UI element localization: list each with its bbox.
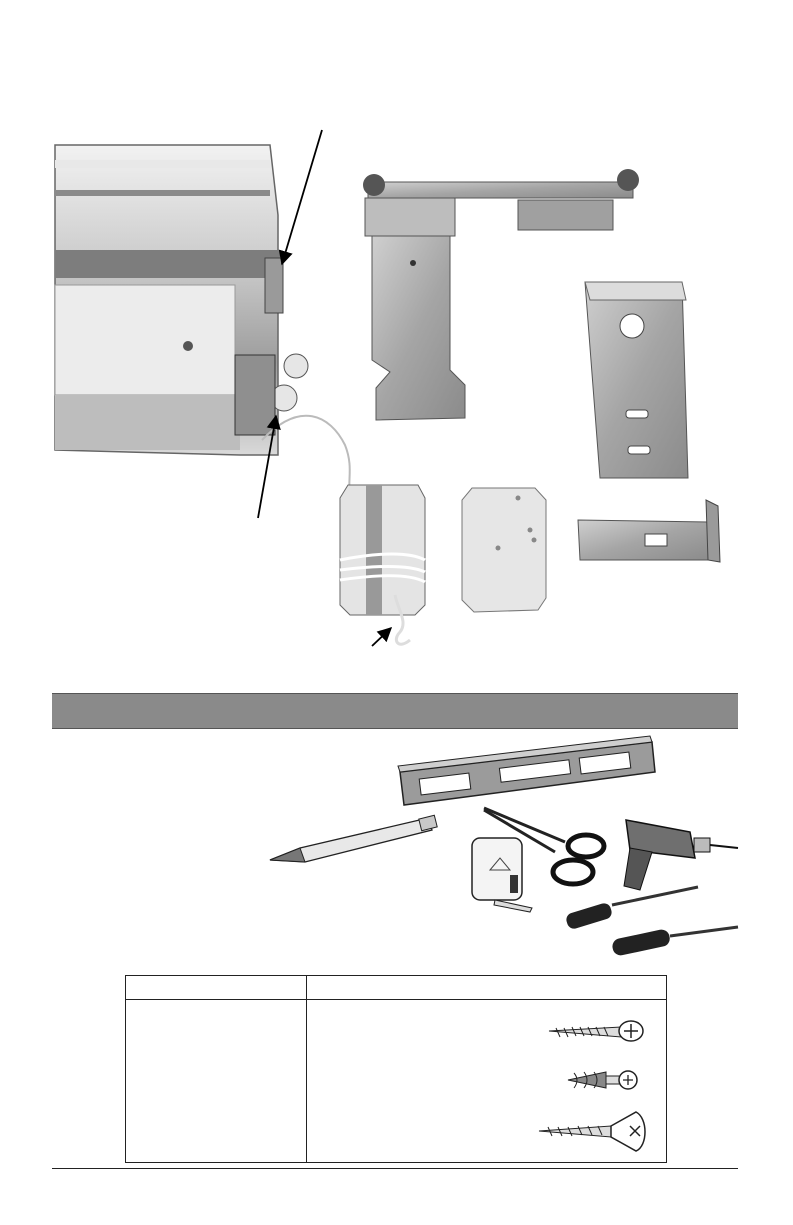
screwdriver-icon xyxy=(611,927,738,957)
tape-measure-icon xyxy=(472,838,532,912)
pan-head-screw-icon xyxy=(549,1021,643,1041)
cord-winder xyxy=(340,485,425,644)
power-drill-icon xyxy=(624,820,738,890)
pencil-icon xyxy=(270,815,437,862)
tools-illustration xyxy=(0,730,793,970)
spirit-level-icon xyxy=(398,736,655,805)
end-clip xyxy=(578,500,720,562)
flat-head-screw-icon xyxy=(539,1112,645,1151)
screwdriver-icon xyxy=(565,887,698,930)
hardware-table xyxy=(125,975,667,1163)
footer-rule xyxy=(52,1168,738,1169)
headrail-assembly xyxy=(55,145,352,500)
section-header-bar xyxy=(52,693,738,729)
wall-anchor-screw-icon xyxy=(568,1071,637,1089)
mounting-plate xyxy=(462,488,546,612)
hardware-items xyxy=(306,1000,666,1162)
wall-bracket xyxy=(585,282,688,478)
table-header-row xyxy=(126,976,666,1000)
